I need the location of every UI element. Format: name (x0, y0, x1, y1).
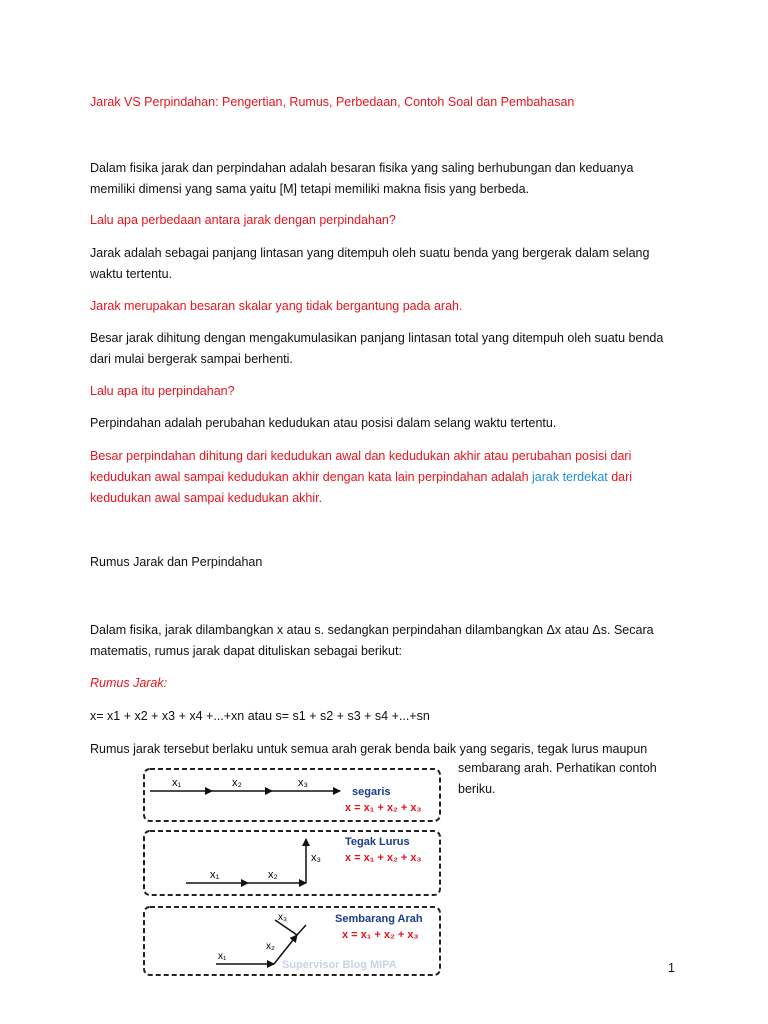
paragraph-continuation: sembarang arah. Perhatikan contoh (458, 761, 657, 775)
label-x2: x₂ (266, 941, 275, 952)
link-jarak-terdekat[interactable]: jarak terdekat (532, 470, 608, 484)
text-line: Besar jarak dihitung dengan mengakumulasikan panjang lintasan total yang ditempuh oleh suatu benda (90, 331, 664, 345)
text-line: kedudukan awal sampai kedudukan akhir. (90, 491, 323, 505)
formula: x= x1 + x2 + x3 + x4 +...+xn atau s= s1 + s2 + s3 + s4 +...+sn (90, 709, 430, 723)
label-x3: x₃ (298, 777, 308, 789)
text-line: Besar perpindahan dihitung dari kedudukan awal dan kedudukan akhir atau perubahan posisi dari (90, 449, 632, 463)
watermark: Supervisor Blog MIPA (282, 959, 397, 971)
text-line: kedudukan awal sampai kedudukan akhir dengan kata lain perpindahan adalah (90, 470, 529, 484)
label-x1: x₁ (172, 777, 182, 789)
panel-title: segaris (352, 786, 391, 798)
paragraph: Rumus jarak tersebut berlaku untuk semua arah gerak benda baik yang segaris, tegak lurus maupun (90, 742, 648, 756)
equation: x = x₁ + x₂ + x₃ (342, 929, 419, 941)
highlight-paragraph (90, 446, 690, 509)
label-x3: x₃ (311, 852, 321, 864)
panel-tegak-lurus (144, 831, 440, 895)
page-number: 1 (668, 961, 675, 975)
question-heading: Lalu apa perbedaan antara jarak dengan perpindahan? (90, 213, 396, 227)
panel-title: Tegak Lurus (345, 836, 410, 848)
text-line: memiliki dimensi yang sama yaitu [M] tetapi memiliki makna fisis yang berbeda. (90, 182, 530, 196)
text-line: dari (611, 470, 633, 484)
text-line: Dalam fisika, jarak dilambangkan x atau s. sedangkan perpindahan dilambangkan Δx atau Δs. Secara (90, 623, 654, 637)
label-x1: x₁ (210, 869, 220, 881)
paragraph: Perpindahan adalah perubahan kedudukan atau posisi dalam selang waktu tertentu. (90, 416, 557, 430)
paragraph-continuation: beriku. (458, 782, 496, 796)
panel-sembarang-arah (144, 907, 440, 975)
formula-label: Rumus Jarak: (90, 676, 168, 690)
equation: x = x₁ + x₂ + x₃ (345, 802, 422, 814)
paragraph (90, 243, 690, 285)
text-line: Dalam fisika jarak dan perpindahan adalah besaran fisika yang saling berhubungan dan keduanya (90, 161, 634, 175)
question-heading: Lalu apa itu perpindahan? (90, 384, 235, 398)
text-line: waktu tertentu. (90, 267, 172, 281)
label-x1: x₁ (218, 951, 227, 962)
paragraph (90, 328, 690, 370)
paragraph (90, 158, 690, 200)
document-title: Jarak VS Perpindahan: Pengertian, Rumus, Perbedaan, Contoh Soal dan Pembahasan (90, 95, 575, 109)
text-line: dari mulai bergerak sampai berhenti. (90, 352, 293, 366)
text-line: Jarak adalah sebagai panjang lintasan yang ditempuh oleh suatu benda yang bergerak dalam selang (90, 246, 650, 260)
label-x3: x₃ (278, 912, 288, 923)
section-heading: Rumus Jarak dan Perpindahan (90, 555, 263, 569)
distance-diagram (140, 765, 445, 980)
panel-segaris (144, 769, 440, 821)
highlight-statement: Jarak merupakan besaran skalar yang tidak bergantung pada arah. (90, 299, 463, 313)
vector-arrow (297, 925, 306, 935)
label-x2: x₂ (268, 869, 278, 881)
label-x2: x₂ (232, 777, 242, 789)
text-line: matematis, rumus jarak dapat dituliskan sebagai berikut: (90, 644, 402, 658)
paragraph (90, 620, 690, 662)
equation: x = x₁ + x₂ + x₃ (345, 852, 422, 864)
panel-title: Sembarang Arah (335, 913, 423, 925)
